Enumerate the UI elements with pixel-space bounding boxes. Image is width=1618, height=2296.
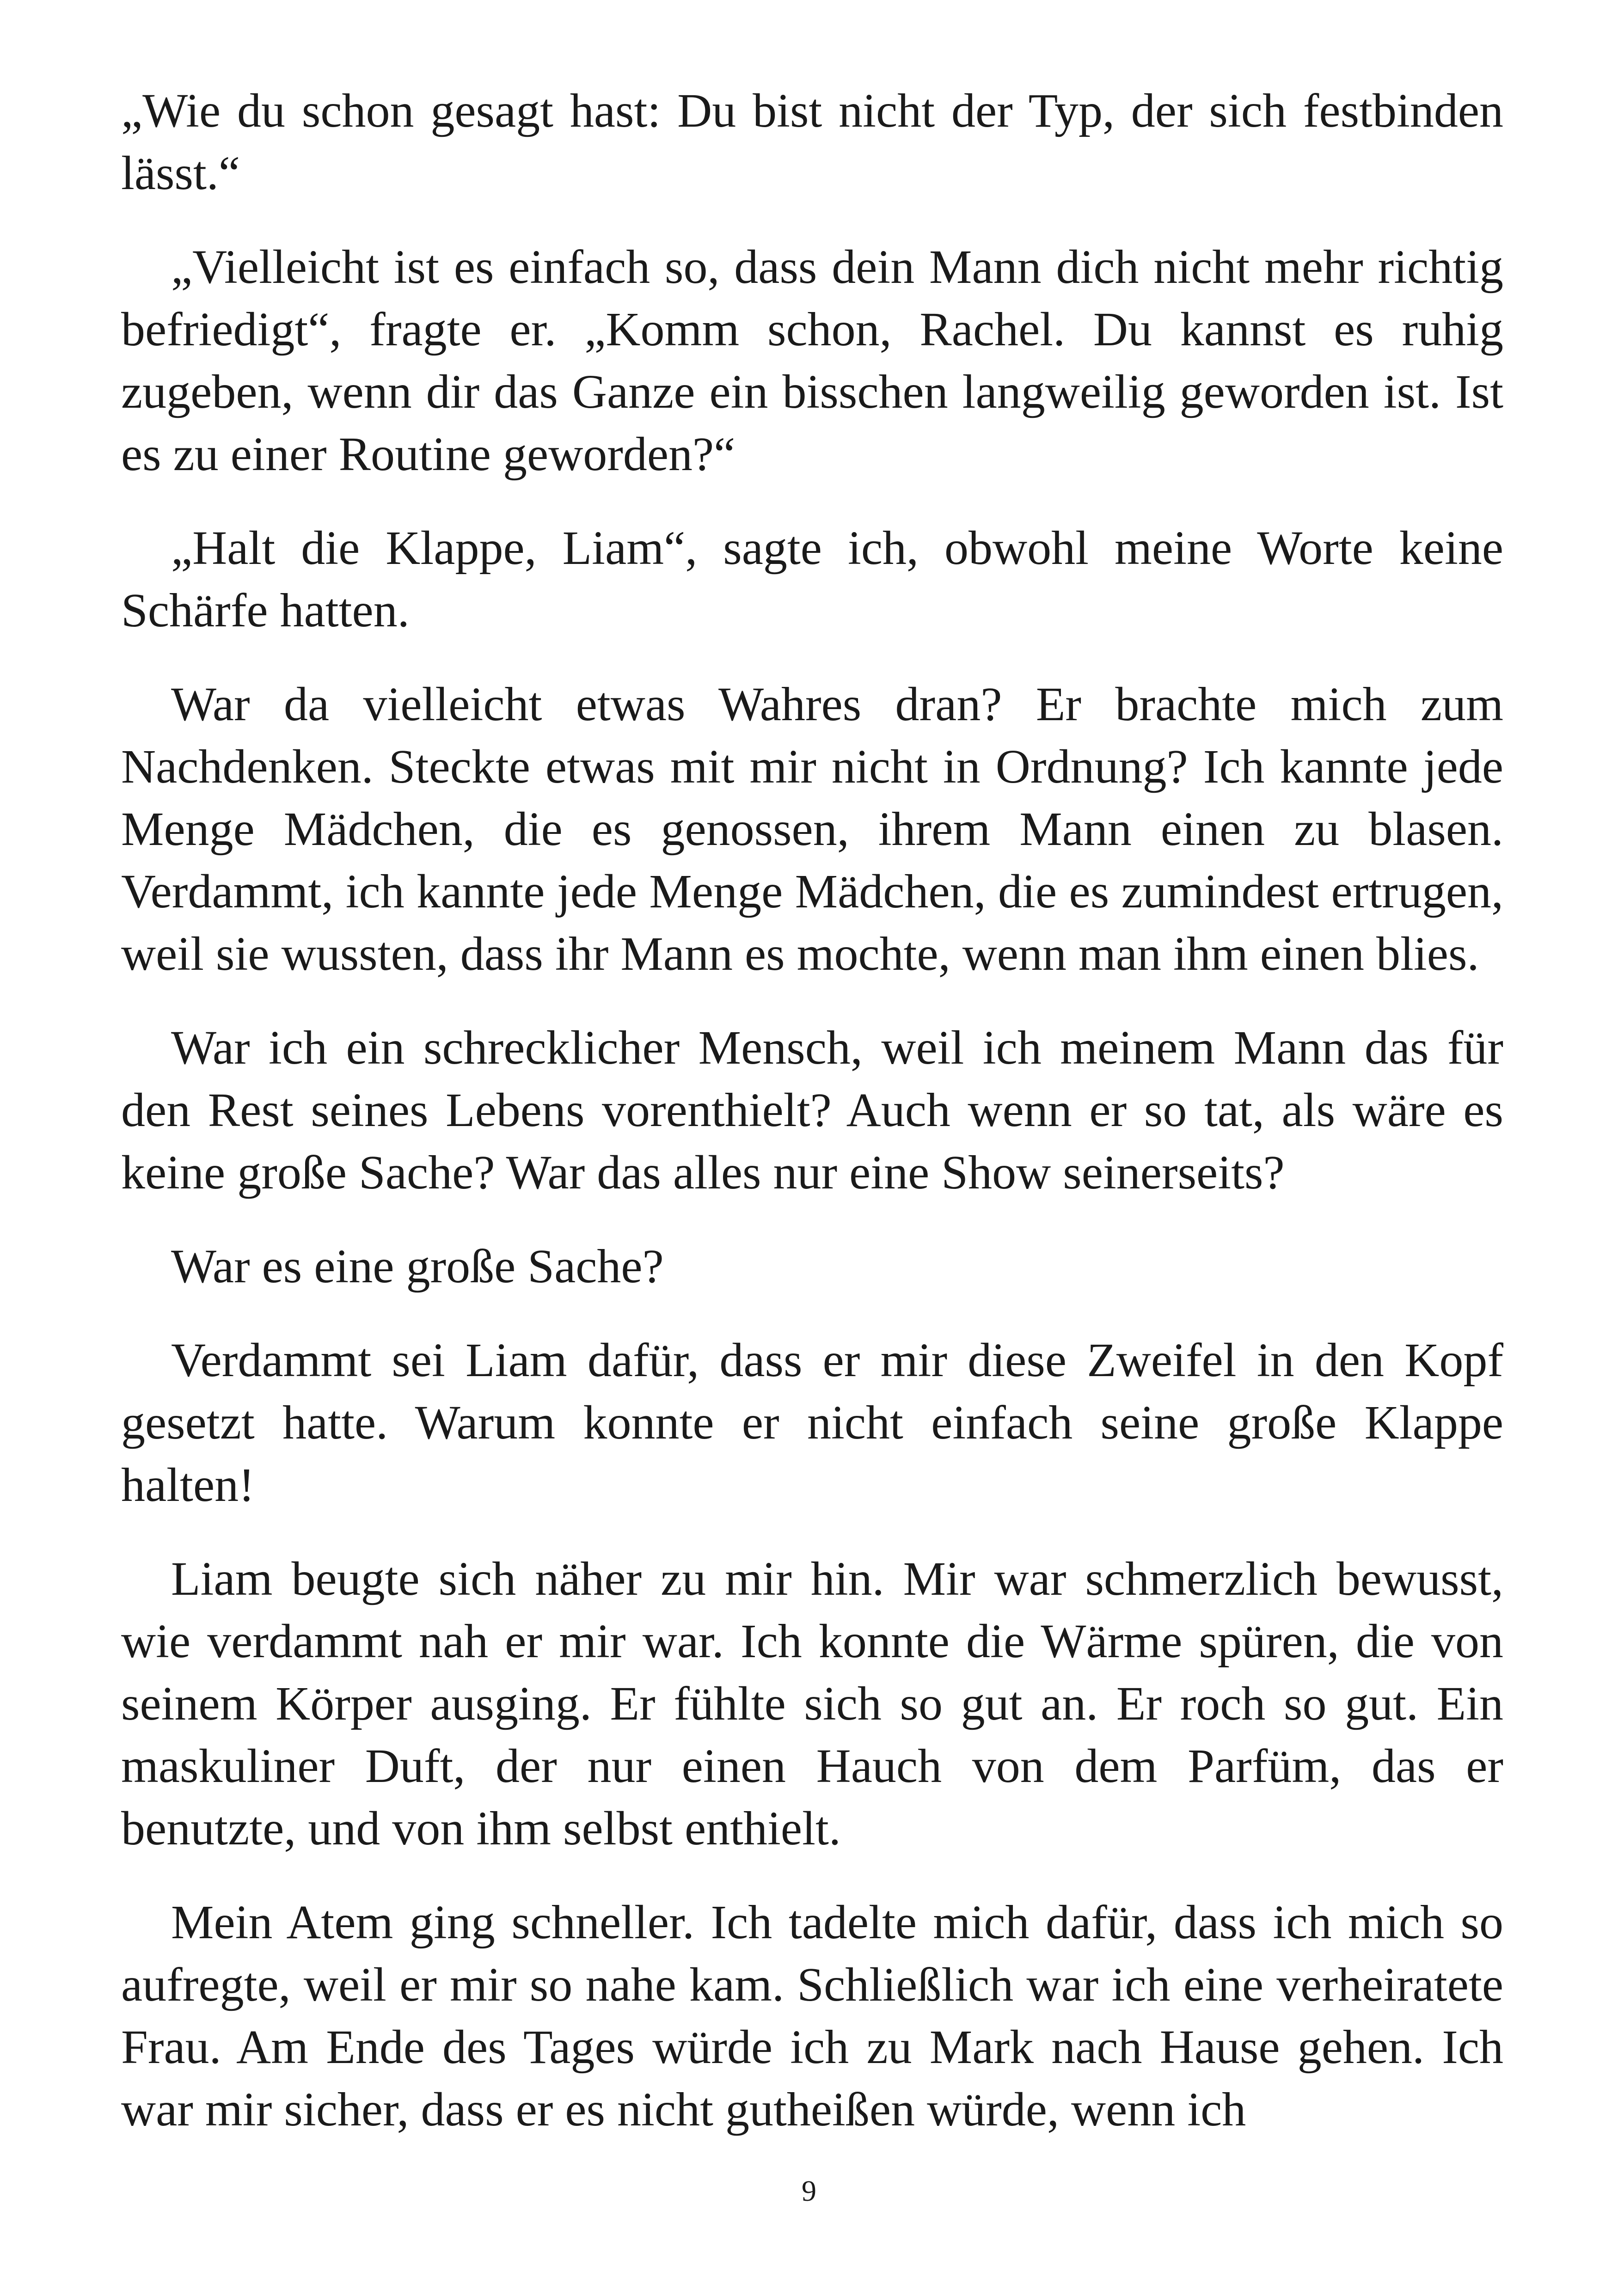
page-number: 9 bbox=[802, 2174, 816, 2207]
paragraph-3: „Halt die Klappe, Liam“, sagte ich, obwohl meine Worte keine Schärfe hatten. bbox=[121, 521, 1503, 637]
paragraph-5: War ich ein schrecklicher Mensch, weil ich meinem Mann das für den Rest seines Lebens vorenthielt? Auch wenn er so tat, als wäre es keine große Sache? War das alles nur eine Show seinerseits? bbox=[121, 1021, 1503, 1199]
paragraph-9: Mein Atem ging schneller. Ich tadelte mich dafür, dass ich mich so aufregte, weil er mir so nahe kam. Schließlich war ich eine verheiratete Frau. Am Ende des Tages würde ich zu Mark nach Hause gehen. Ich war mir sicher, dass er es nicht gutheißen würde, wenn ich bbox=[121, 1896, 1503, 2136]
paragraph-1: „Wie du schon gesagt hast: Du bist nicht der Typ, der sich festbinden lässt.“ bbox=[121, 84, 1503, 200]
body-text bbox=[121, 80, 1503, 2172]
paragraph-2: „Vielleicht ist es einfach so, dass dein Mann dich nicht mehr richtig befriedigt“, fragte er. „Komm schon, Rachel. Du kannst es ruhig zugeben, wenn dir das Ganze ein bisschen langweilig geworden ist. Ist es zu einer Routine geworden?“ bbox=[121, 240, 1503, 481]
paragraph-7: Verdammt sei Liam dafür, dass er mir diese Zweifel in den Kopf gesetzt hatte. Warum konnte er nicht einfach seine große Klappe halten! bbox=[121, 1334, 1503, 1512]
paragraph-4: War da vielleicht etwas Wahres dran? Er brachte mich zum Nachdenken. Steckte etwas mit mir nicht in Ordnung? Ich kannte jede Menge Mädchen, die es genossen, ihrem Mann einen zu blasen. Verdammt, ich kannte jede Menge Mädchen, die es zumindest ertrugen, weil sie wussten, dass ihr Mann es mochte, wenn man ihm einen blies. bbox=[121, 678, 1503, 980]
paragraph-6: War es eine große Sache? bbox=[171, 1240, 664, 1293]
paragraph-8: Liam beugte sich näher zu mir hin. Mir war schmerzlich bewusst, wie verdammt nah er mir war. Ich konnte die Wärme spüren, die von seinem Körper ausging. Er fühlte sich so gut an. Er roch so gut. Ein maskuliner Duft, der nur einen Hauch von dem Parfüm, das er benutzte, und von ihm selbst enthielt. bbox=[121, 1552, 1503, 1855]
